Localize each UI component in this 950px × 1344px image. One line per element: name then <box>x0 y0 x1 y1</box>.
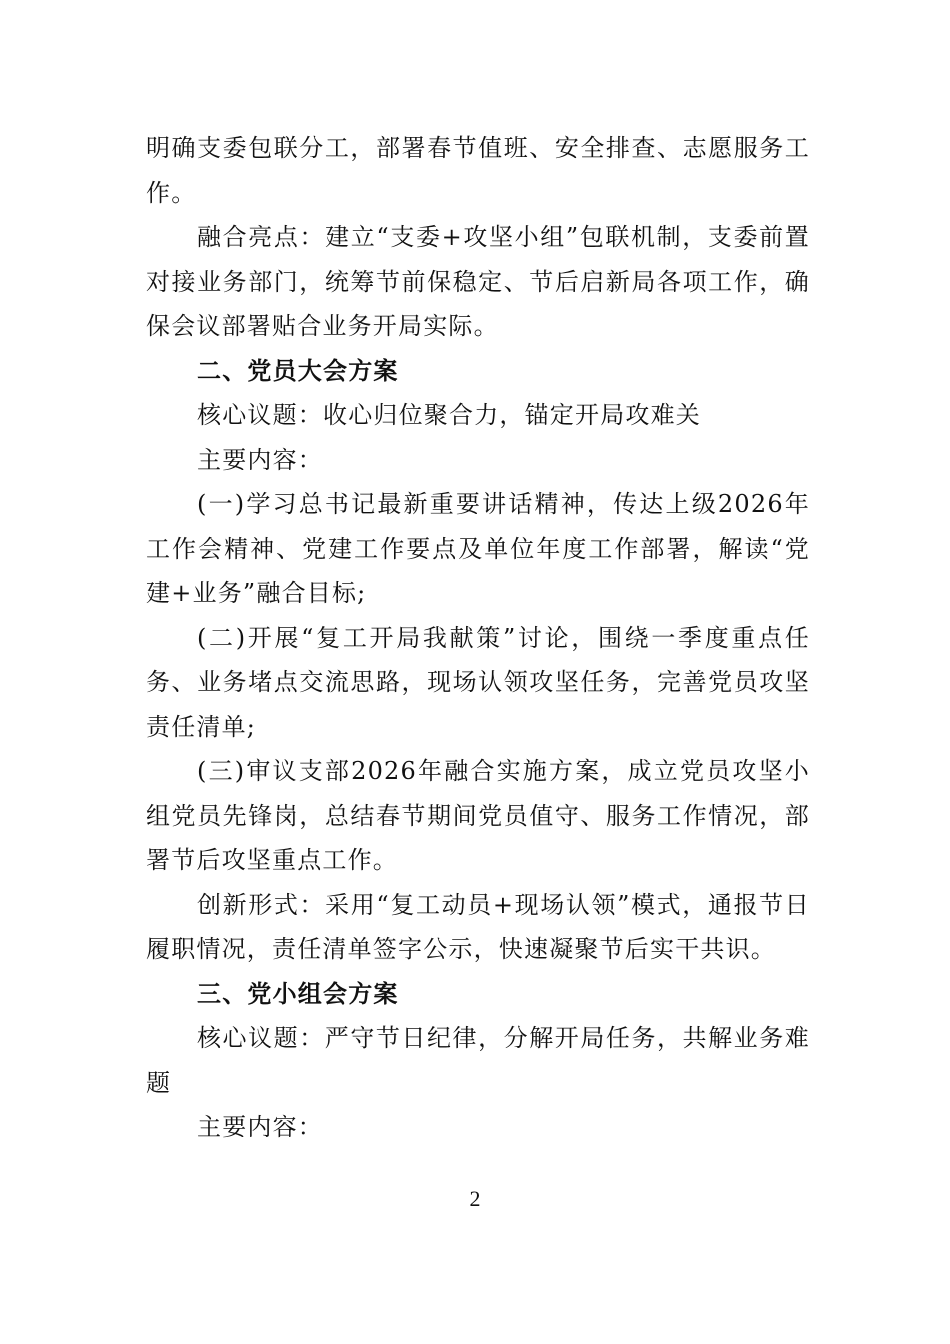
section-heading-party-member-meeting: 二、党员大会方案 <box>197 356 399 385</box>
paragraph-group-main-content-label: 主要内容： <box>197 1113 323 1141</box>
paragraph-continuation: 明确支委包联分工，部署春节值班、安全排查、志愿服务工作。 <box>146 134 810 207</box>
paragraph-item-3: (三)审议支部2026年融合实施方案，成立党员攻坚小组党员先锋岗，总结春节期间党员值守、服务工作情况，部署节后攻坚重点工作。 <box>146 757 810 874</box>
paragraph-main-content-label: 主要内容： <box>197 445 323 474</box>
document-body <box>146 126 810 1150</box>
paragraph-innovation-form: 创新形式：采用“复工动员+现场认领”模式，通报节日履职情况，责任清单签字公示，快速凝聚节后实干共识。 <box>146 890 810 963</box>
paragraph-group-core-topic: 核心议题：严守节日纪律，分解开局任务，共解业务难题 <box>146 1024 810 1097</box>
paragraph-core-topic: 核心议题：收心归位聚合力，锚定开局攻难关 <box>197 401 701 429</box>
paragraph-item-1: (一)学习总书记最新重要讲话精神，传达上级2026年工作会精神、党建工作要点及单位年度工作部署，解读“党建+业务”融合目标; <box>146 490 810 607</box>
page-number: 2 <box>469 1186 481 1211</box>
paragraph-fusion-highlight: 融合亮点：建立“支委+攻坚小组”包联机制，支委前置对接业务部门，统筹节前保稳定、节后启新局各项工作，确保会议部署贴合业务开局实际。 <box>146 223 810 340</box>
paragraph-item-2: (二)开展“复工开局我献策”讨论，围绕一季度重点任务、业务堵点交流思路，现场认领攻坚任务，完善党员攻坚责任清单; <box>146 623 810 741</box>
section-heading-party-group-meeting: 三、党小组会方案 <box>197 979 399 1008</box>
